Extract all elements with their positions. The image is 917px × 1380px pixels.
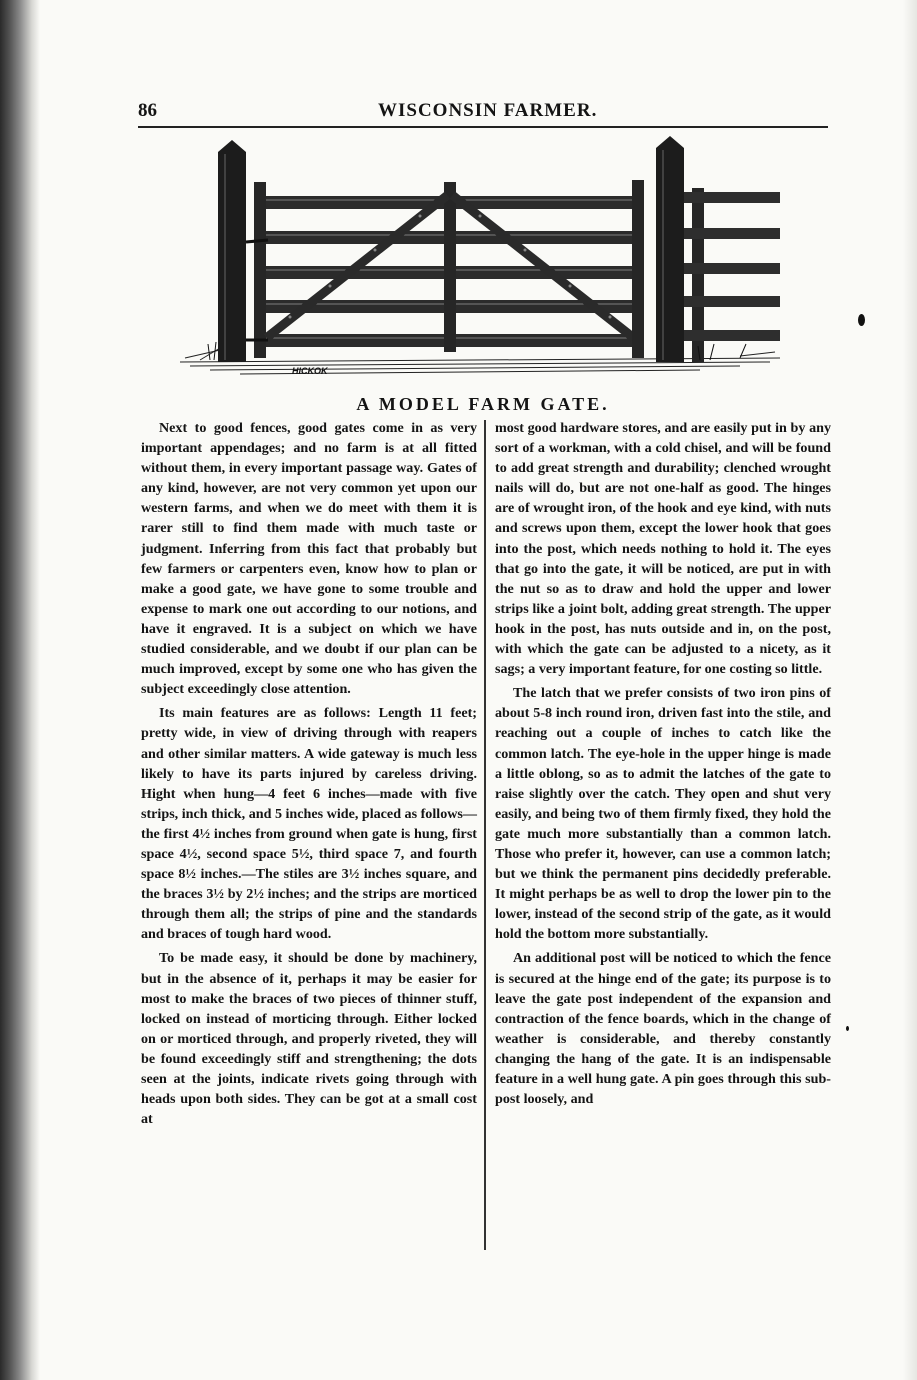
page-number: 86 [138,100,157,121]
journal-title: WISCONSIN FARMER. [378,100,598,121]
article-column-left [141,418,477,1133]
paragraph: To be made easy, it should be done by machinery, but in the absence of it, perhaps it may be easier for most to make the braces of two pieces of thinner stuff, locked on instead of morticing through. Either locked on or morticed through, and properly riveted, they will be found exceedingly stiff and strengthening; the dots seen at the joints, indicate rivets going through with heads upon both sides. They can be got at a small cost at [141,950,477,1128]
paragraph: The latch that we prefer consists of two iron pins of about 5-8 inch round iron, driven fast into the stile, and reaching out a couple of inches to catch like the common latch. The eye-hole in the upper hinge is made a little oblong, so as to admit the latches of the gate to raise slightly over the catch. They open and shut very easily, and being two of them firmly fixed, they hold the gate much more substantially than a common latch. Those who prefer it, however, can use a common latch; but we think the permanent pins decidedly preferable. It might perhaps be as well to drop the lower pin to the lower, instead of the second strip of the gate, as it would hold the bottom more substantially. [495,685,831,943]
article-column-right [495,418,831,1113]
paragraph: most good hardware stores, and are easily put in by any sort of a workman, with a cold chisel, and will be found to add great strength and durability; clenched wrought nails will do, but are not one-half as good. The hinges are of wrought iron, of the hook and eye kind, with nuts and screws upon them, except the lower hook that goes into the post, which needs nothing to hold it. The eyes that go into the gate, it will be noticed, are put in with the nut so as to draw and hold the upper and lower strips like a joint bolt, adding great strength. The upper hook in the post, has nuts outside and in, on the post, with which the gate can be adjusted to a nicety, as it sags; a very important feature, for one costing so little. [495,420,831,678]
page-header [138,100,828,126]
ink-speck [846,1026,849,1031]
ground-hatching [180,345,780,374]
header-rule [138,126,828,128]
paragraph: Its main features are as follows: Length 11 feet; pretty wide, in view of driving through with reapers and other similar matters. A wide gateway is much less likely to have its parts injured by careless driving. Hight when hung—4 feet 6 inches—made with five strips, inch thick, and 5 inches wide, placed as follows—the first 4½ inches from ground when gate is hung, first space 4½, second space 5½, third space 7, and fourth space 8½ inches.—The stiles are 3½ inches square, and the braces 3½ by 2½ inches; and the strips are morticed through them all; the strips of pine and the standards and braces of tough hard wood. [141,705,477,943]
gate-center-standard [444,182,456,352]
gate-post-right [656,136,684,362]
engraver-signature: HICKOK [292,366,328,376]
gate-stile-left [254,182,266,358]
farm-gate-engraving [180,130,780,390]
article-title: A MODEL FARM GATE. [356,394,610,414]
scan-edge-right [903,0,917,1380]
scan-edge-shadow [0,0,40,1380]
paragraph: Next to good fences, good gates come in as very important appendages; and no farm is at all fitted without them, in every important passage way. Gates of any kind, however, are not very common yet upon our western farms, and when we do meet with them it is rarer still to find them made with much taste or judgment. Inferring from this fact that probably but few farmers or carpenters even, know how to plan or make a good gate, we have gone to some trouble and expense to mark one out according to our notions, and have it engraved. It is a subject on which we have studied considerable, and we doubt if our plan can be much improved, except by some one who has given the subject exceedingly close attention. [141,420,477,698]
column-divider [484,420,486,1250]
gate-stile-right [632,180,644,358]
gate-post-left [218,140,246,362]
paragraph: An additional post will be noticed to which the fence is secured at the hinge end of the gate; its purpose is to leave the gate post independent of the expansion and contraction of the fence boards, which in the change of weather is considerable, and thereby constantly changing the hang of the gate. It is an indispensable feature in a well hung gate. A pin goes through this sub-post loosely, and [495,950,831,1108]
ink-speck [858,314,865,326]
